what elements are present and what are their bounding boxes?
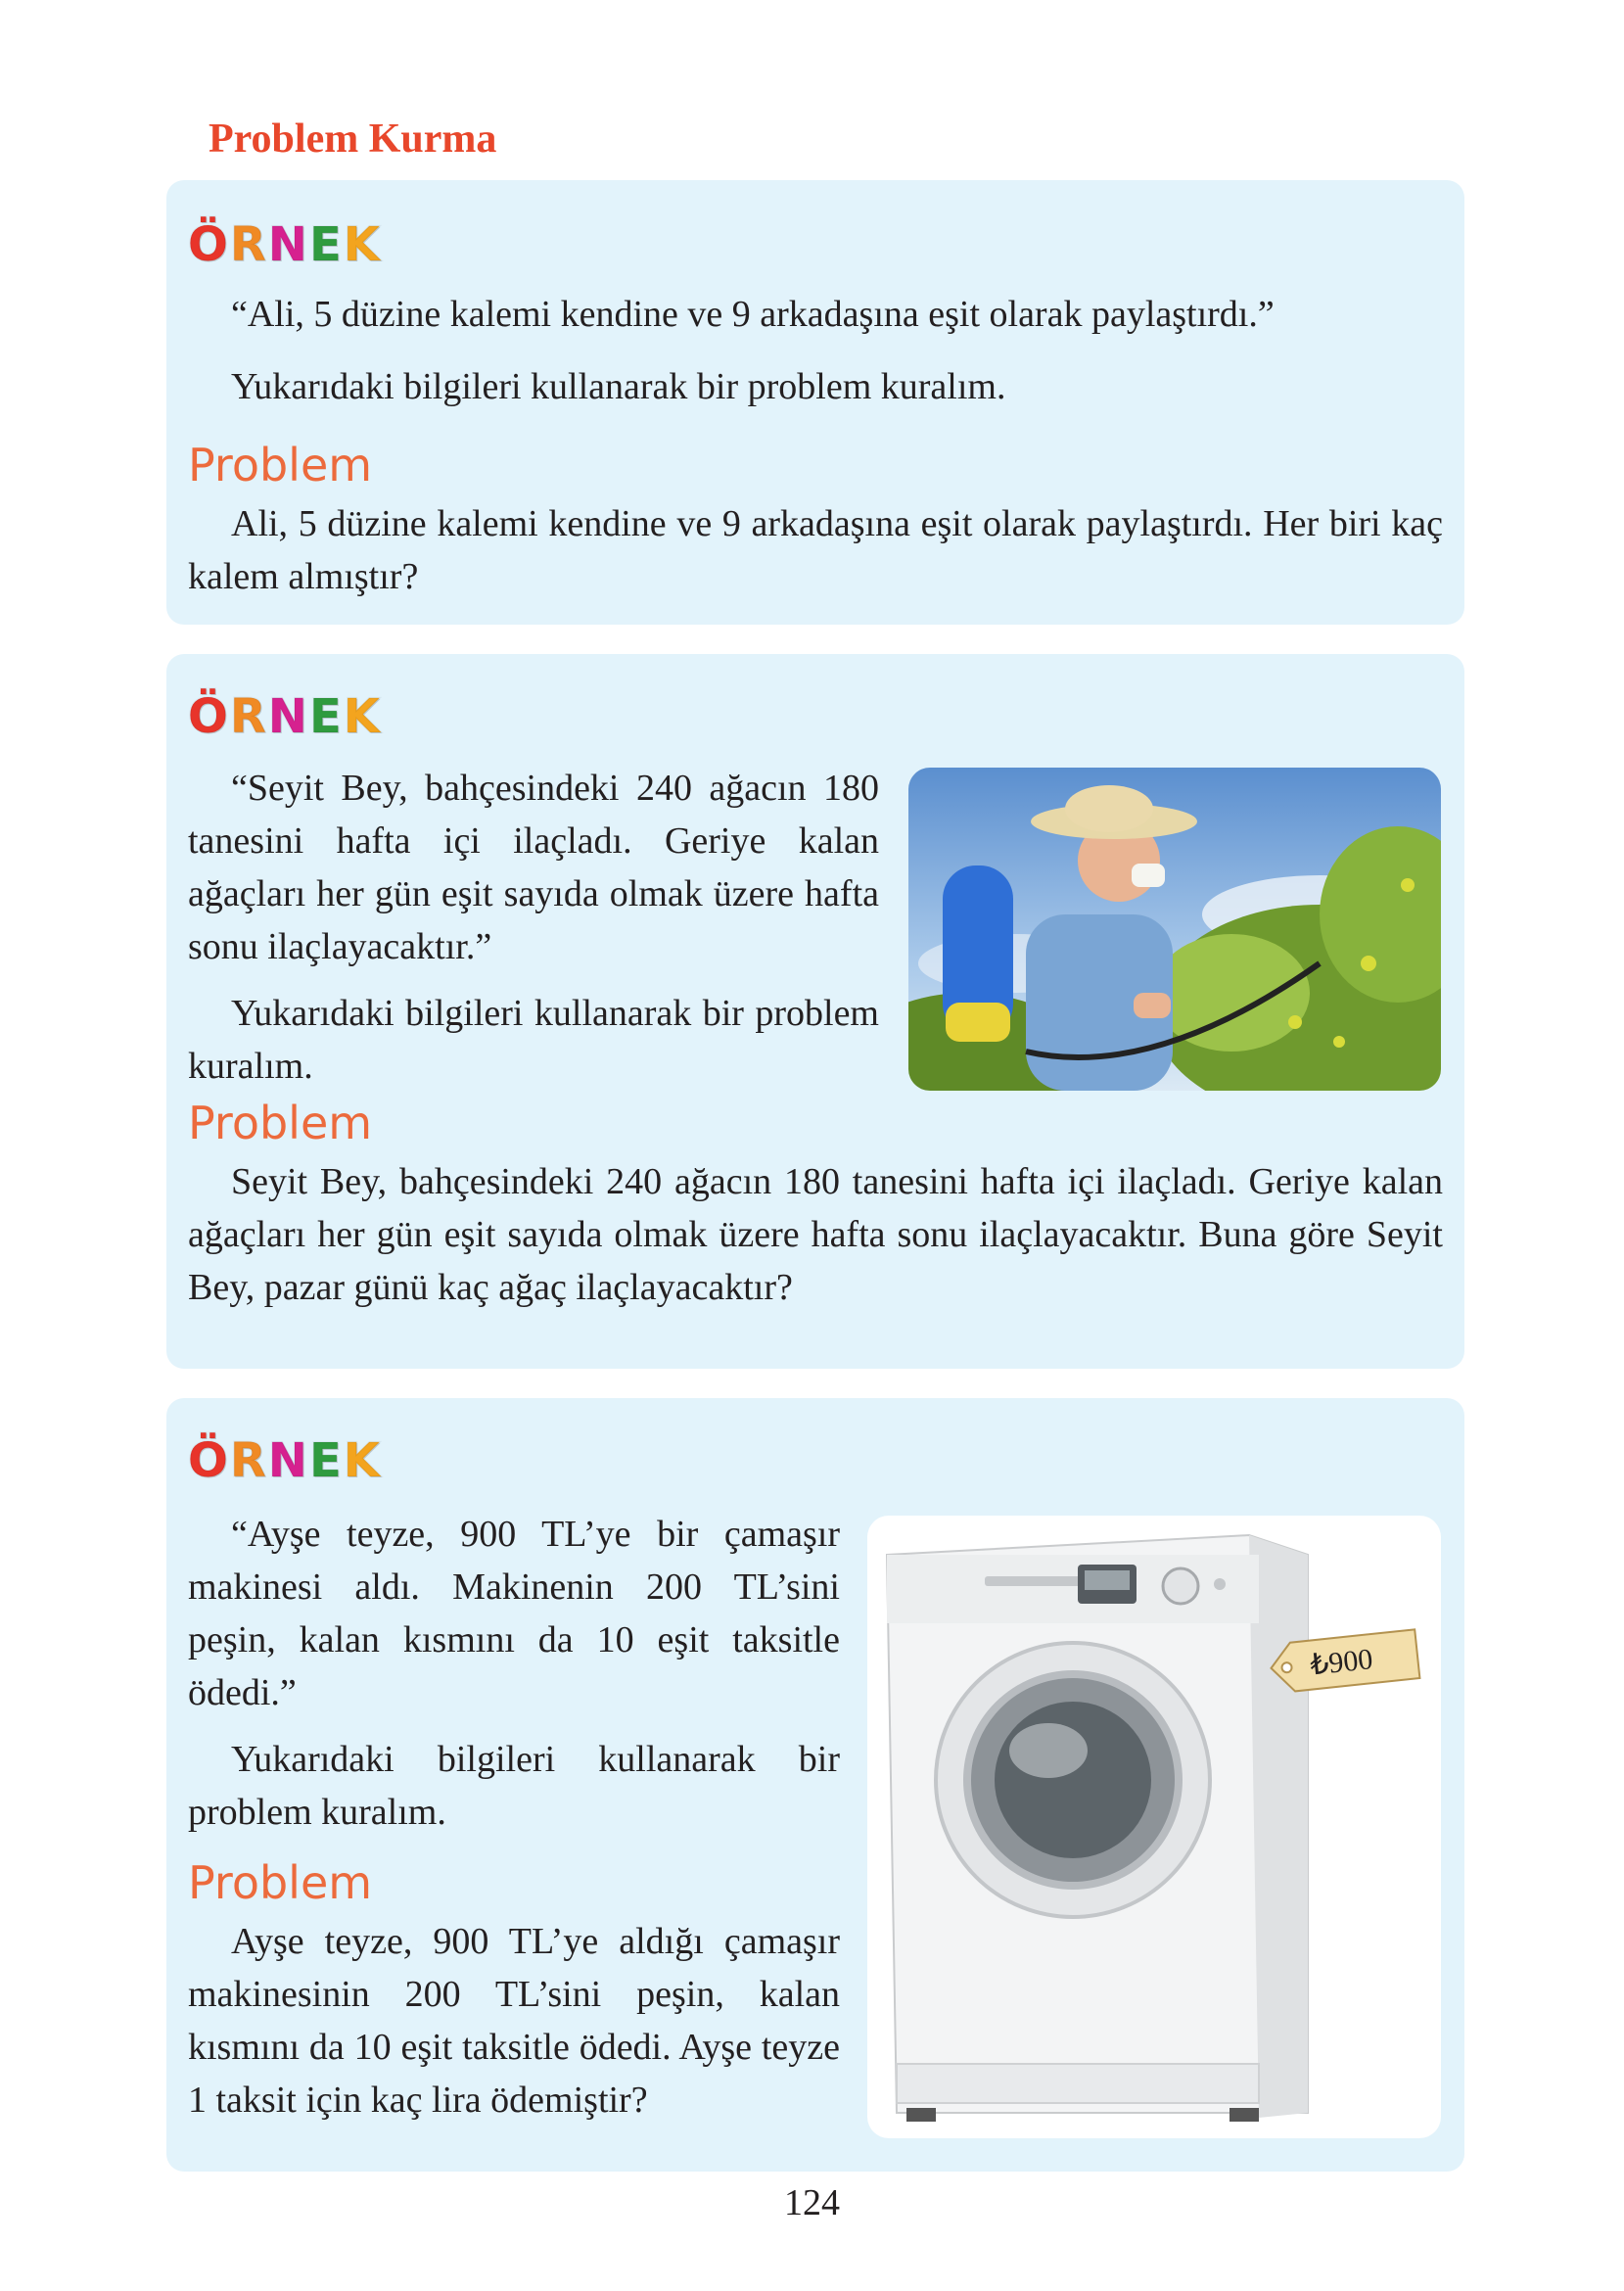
problem-text: Ali, 5 düzine kalemi kendine ve 9 arkadaşına eşit olarak paylaştırdı. Her biri kaç kalem almıştır?	[188, 503, 1443, 597]
instruction: Yukarıdaki bilgileri kullanarak bir problem kuralım.	[231, 366, 1006, 407]
example-card-2	[166, 654, 1464, 1369]
example-text	[188, 1508, 840, 1839]
example-text	[188, 288, 1443, 413]
instruction: Yukarıdaki bilgileri kullanarak bir problem kuralım.	[188, 1739, 840, 1833]
example-card-3	[166, 1398, 1464, 2172]
price-tag-label: ₺900	[1308, 1643, 1374, 1682]
ornek-heading: ÖRNEK	[188, 217, 382, 272]
farmer-spraying-photo	[908, 768, 1441, 1091]
problem-title: Problem	[188, 439, 373, 491]
example-card-1	[166, 180, 1464, 625]
page-number: 124	[784, 2182, 840, 2223]
washing-machine-photo	[867, 1516, 1441, 2138]
section-title: Problem Kurma	[209, 117, 497, 162]
instruction: Yukarıdaki bilgileri kullanarak bir problem kuralım.	[188, 993, 879, 1087]
example-text	[188, 762, 879, 1093]
statement: “Ayşe teyze, 900 TL’ye bir çamaşır makinesi aldı. Makinenin 200 TL’sini peşin, kalan kısmını da 10 eşit taksitle ödedi.”	[188, 1514, 840, 1713]
statement: “Seyit Bey, bahçesindeki 240 ağacın 180 tanesini hafta içi ilaçladı. Geriye kalan ağaçları her gün eşit sayıda olmak üzere hafta sonu ilaçlayacaktır.”	[188, 768, 879, 967]
ornek-heading: ÖRNEK	[188, 689, 382, 744]
problem-title: Problem	[188, 1097, 373, 1149]
statement: “Ali, 5 düzine kalemi kendine ve 9 arkadaşına eşit olarak paylaştırdı.”	[231, 294, 1275, 335]
problem-title: Problem	[188, 1856, 373, 1909]
problem-text: Seyit Bey, bahçesindeki 240 ağacın 180 tanesini hafta içi ilaçladı. Geriye kalan ağaçları her gün eşit sayıda olmak üzere hafta sonu ilaçlayacaktır. Buna göre Seyit Bey, pazar günü kaç ağaç ilaçlayacaktır?	[188, 1161, 1443, 1308]
problem-text: Ayşe teyze, 900 TL’ye aldığı çamaşır makinesinin 200 TL’sini peşin, kalan kısmını da 10 eşit taksitle ödedi. Ayşe teyze 1 taksit için kaç lira ödemiştir?	[188, 1921, 840, 2121]
ornek-heading: ÖRNEK	[188, 1433, 382, 1488]
